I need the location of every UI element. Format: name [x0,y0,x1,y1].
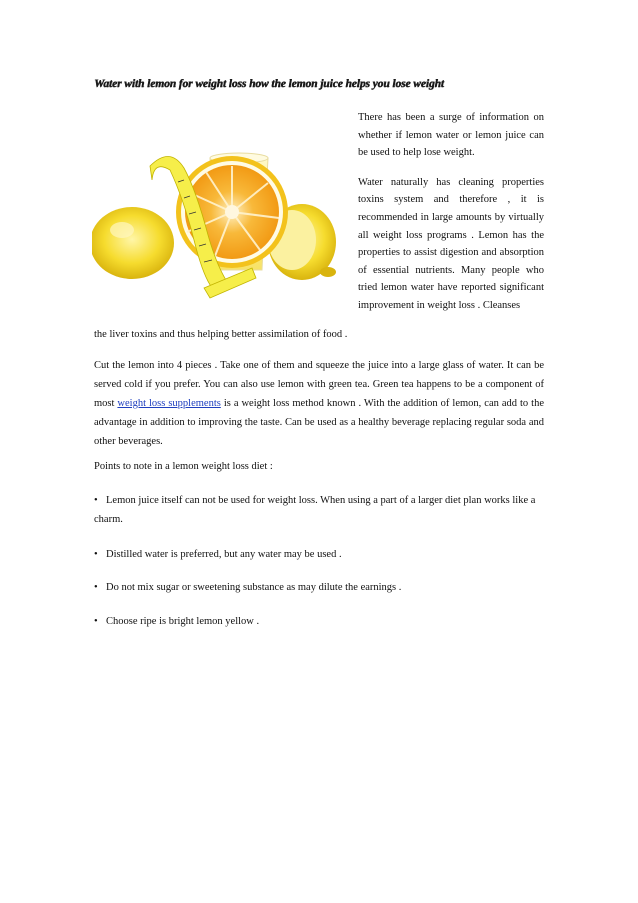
bullet-icon: • [94,616,98,627]
list-item-text: Do not mix sugar or sweetening substance as may dilute the earnings . [106,582,402,593]
intro-paragraph: There has been a surge of information on whether if lemon water or lemon juice can be used to help lose weight. [358,112,544,159]
list-item-text: Distilled water is preferred, but any water may be used . [106,549,342,560]
preparation-text-after: is a weight loss method known . With the addition of lemon, can add to the advantage in addition to improving the taste. Can be used as a healthy beverage replacing regular soda and other beverages. [94,398,544,447]
points-heading: Points to note in a lemon weight loss diet : [94,461,273,472]
side-column-text [358,109,544,327]
list-item [94,612,544,631]
list-item [94,545,544,564]
continuation-line: the liver toxins and thus helping better assimilation of food . [94,329,348,340]
weight-loss-supplements-link[interactable]: weight loss supplements [117,398,221,409]
preparation-paragraph [94,356,544,451]
list-item [94,578,544,597]
list-item-text: Choose ripe is bright lemon yellow . [106,616,260,627]
properties-paragraph: Water naturally has cleaning properties toxins system and therefore , it is recommended in large amounts by virtually all weight loss programs . Lemon has the properties to assist digestion and absorption of essential nutrients. Many people who tried lemon water have reported significant improvement in weight loss . Cleanses [358,176,544,311]
list-item-text: Lemon juice itself can not be used for weight loss. When using a part of a larger diet plan works like a charm. [94,495,536,525]
bullet-icon: • [94,582,98,593]
list-item [94,491,544,529]
bullet-icon: • [94,495,98,506]
lemon-photo [92,140,342,320]
document-title: Water with lemon for weight loss how the lemon juice helps you lose weight [94,78,444,90]
bullet-icon: • [94,549,98,560]
preparation-text-before: Cut the lemon into 4 pieces . Take one of them and squeeze the juice into a large glass of water. It can be served cold if you prefer. You can also use lemon with green tea. Green tea happens to be a component of most [94,360,544,409]
